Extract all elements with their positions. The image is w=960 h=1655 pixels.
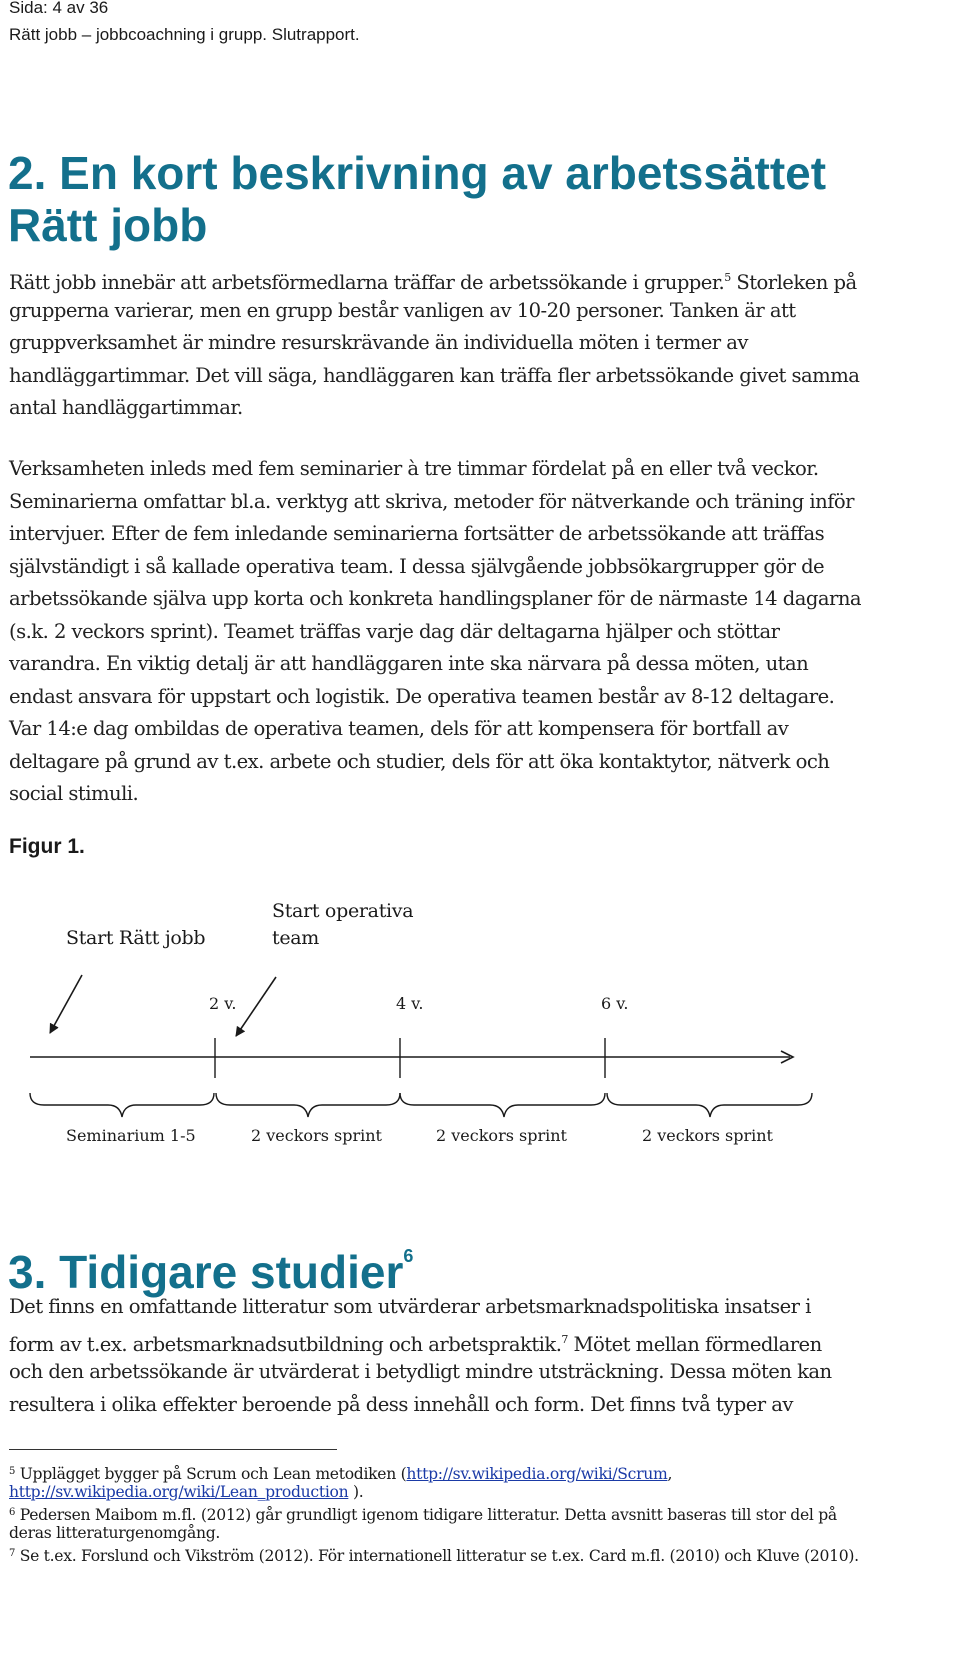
footnote-number: 7: [9, 1548, 16, 1559]
segment-label-sprint-2: 2 veckors sprint: [436, 1126, 567, 1145]
text-span: Mötet mellan förmedlaren: [567, 1332, 822, 1356]
section-3-paragraph: [9, 1291, 959, 1421]
footnote-ref[interactable]: 6: [403, 1246, 414, 1266]
tick-label-4v: 4 v.: [396, 994, 424, 1013]
paragraph-line: [9, 262, 959, 295]
paragraph-line: Det finns en omfattande litteratur som utvärderar arbetsmarknadspolitiska insatser i: [9, 1295, 811, 1318]
footnote-text: Se t.ex. Forslund och Vikström (2012). För internationell litteratur se t.ex. Card m.fl. (2010) och Kluve (2010).: [15, 1547, 859, 1565]
arrow-start-operativa: [236, 977, 276, 1036]
paragraph-line: varandra. En viktig detalj är att handläggaren inte ska närvara på dessa möten, utan: [9, 652, 809, 675]
footnote-number: 5: [9, 1466, 16, 1477]
segment-label-sprint-3: 2 veckors sprint: [642, 1126, 773, 1145]
brace-sprint-1: [216, 1093, 400, 1117]
tick-label-6v: 6 v.: [601, 994, 629, 1013]
paragraph-line: Verksamheten inleds med fem seminarier à tre timmar fördelat på en eller två veckor.: [9, 457, 819, 480]
paragraph-line: Seminarierna omfattar bl.a. verktyg att skriva, metoder för nätverkande och träning inför: [9, 489, 854, 513]
paragraph-line: (s.k. 2 veckors sprint). Teamet träffas varje dag där deltagarna hjälper och stöttar: [9, 619, 780, 643]
footnote-text: Pedersen Maibom m.fl. (2012) går grundligt igenom tidigare litteratur. Detta avsnitt baseras till stor del på: [15, 1506, 837, 1524]
footnote-separator: [9, 1449, 337, 1450]
paragraph-line: och den arbetssökande är utvärderat i betydligt mindre utsträckning. Dessa möten kan: [9, 1360, 832, 1383]
arrow-start-ratt-jobb: [50, 975, 82, 1033]
label-start-ratt-jobb: Start Rätt jobb: [66, 927, 206, 949]
brace-seminarium: [30, 1093, 214, 1117]
label-start-operativa-line1: Start operativa: [272, 900, 414, 922]
footnote-5-cont: [9, 1482, 363, 1502]
paragraph-line: arbetssökande själva upp korta och konkreta handlingsplaner för de närmaste 14 dagarna: [9, 587, 862, 610]
paragraph-line: intervjuer. Efter de fem inledande seminarierna fortsätter de arbetssökande att träffas: [9, 522, 825, 545]
footnote-5: [9, 1462, 672, 1484]
footnote-ref[interactable]: 7: [561, 1332, 568, 1346]
footnote-number: 6: [9, 1507, 16, 1518]
footnote-text: Upplägget bygger på Scrum och Lean metodiken (: [15, 1465, 407, 1483]
section-3-heading: [8, 1229, 413, 1299]
paragraph-line: endast ansvara för uppstart och logistik. De operativa teamen består av 8-12 deltagare.: [9, 684, 835, 708]
section-2-paragraph-2: [9, 453, 959, 811]
paragraph-line: handläggartimmar. Det vill säga, handläggaren kan träffa fler arbetssökande givet samma: [9, 363, 860, 387]
section-2-heading-line1: 2. En kort beskrivning av arbetssättet: [8, 147, 827, 199]
paragraph-line: gruppverksamhet är mindre resurskrävande än individuella möten i termer av: [9, 331, 748, 354]
brace-sprint-2: [400, 1093, 605, 1117]
paragraph-line: Var 14:e dag ombildas de operativa teamen, dels för att kompensera för bortfall av: [9, 717, 789, 740]
footnote-6: [9, 1503, 837, 1525]
footnote-link-scrum[interactable]: http://sv.wikipedia.org/wiki/Scrum: [406, 1465, 668, 1483]
document-title: Rätt jobb – jobbcoachning i grupp. Slutrapport.: [9, 25, 360, 44]
text-span: form av t.ex. arbetsmarknadsutbildning och arbetspraktik.: [9, 1332, 562, 1356]
footnote-7: [9, 1544, 859, 1566]
paragraph-line: antal handläggartimmar.: [9, 396, 243, 419]
paragraph-line: social stimuli.: [9, 782, 139, 805]
paragraph-line: resultera i olika effekter beroende på dess innehåll och form. Det finns två typer av: [9, 1392, 793, 1416]
brace-sprint-3: [607, 1093, 812, 1117]
section-2-heading-line2: Rätt jobb: [8, 199, 208, 251]
footnote-6-cont: deras litteraturgenomgång.: [9, 1524, 221, 1542]
tick-label-2v: 2 v.: [209, 994, 237, 1013]
segment-label-seminarium: Seminarium 1-5: [66, 1126, 196, 1145]
paragraph-line: självständigt i så kallade operativa team. I dessa självgående jobbsökargrupper gör de: [9, 554, 825, 578]
timeline-diagram: [0, 960, 960, 1130]
paragraph-line: grupperna varierar, men en grupp består vanligen av 10-20 personer. Tanken är att: [9, 298, 796, 322]
text-span: Storleken på: [730, 271, 857, 294]
footnote-text: ).: [348, 1483, 364, 1501]
figure-title: Figur 1.: [9, 835, 85, 858]
segment-label-sprint-1: 2 veckors sprint: [251, 1126, 382, 1145]
footnote-ref[interactable]: 5: [724, 271, 731, 284]
section-2-paragraph-1: [9, 262, 959, 425]
paragraph-line: deltagare på grund av t.ex. arbete och studier, dels för att öka kontaktytor, nätverk och: [9, 749, 830, 773]
text-span: Rätt jobb innebär att arbetsförmedlarna träffar de arbetssökande i grupper.: [9, 271, 725, 294]
paragraph-line: [9, 1324, 959, 1357]
footnote-link-lean[interactable]: http://sv.wikipedia.org/wiki/Lean_production: [9, 1483, 349, 1501]
label-start-operativa-line2: team: [272, 927, 320, 949]
page-number: Sida: 4 av 36: [9, 0, 109, 17]
heading-text: 3. Tidigare studier: [8, 1246, 404, 1298]
footnote-text: ,: [667, 1465, 673, 1483]
